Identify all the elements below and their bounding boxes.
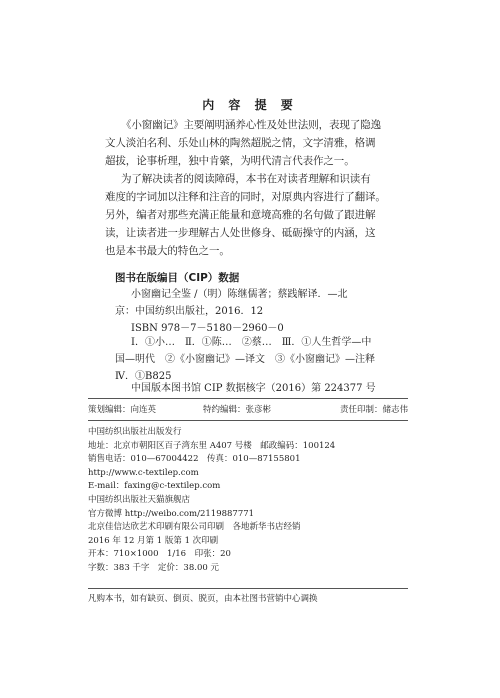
- divider: [88, 420, 408, 421]
- publisher-weibo: 官方微博 http://weibo.com/2119887771: [88, 508, 255, 519]
- cip-record-number-text: 中国版本图书馆 CIP 数据核字（2016）第 224377 号: [131, 383, 376, 394]
- cip-title: 图书在版编目（CIP）数据: [115, 272, 240, 284]
- cip-isbn: ISBN 978－7－5180－2960－0: [131, 323, 284, 334]
- cip-classification-line: 国—明代 ②《小窗幽记》—译文 ③《小窗幽记》—注释: [115, 354, 375, 365]
- cip-record-number: [115, 380, 395, 397]
- cip-classification-line: Ⅳ．①B825: [115, 371, 172, 382]
- price-line: 字数：383 千字 定价：38.00 元: [88, 562, 219, 573]
- publisher-phone: 销售电话：010—67004422 传真：010—87155801: [88, 454, 301, 465]
- summary-line: 读，让读者进一步理解古人处世修身、砥砺操守的内涵，这: [105, 227, 376, 239]
- editors-row: [88, 403, 408, 417]
- publisher-info: [88, 426, 408, 576]
- summary-line: 为了解决读者的阅读障碍，本书在对读者理解和识读有: [121, 173, 371, 185]
- summary-paragraph-1: [105, 116, 405, 170]
- cip-entry-line: 京：中国纺织出版社，2016．12: [115, 306, 264, 317]
- publisher-line: 中国纺织出版社出版发行: [88, 427, 182, 437]
- summary-paragraph-2: [105, 170, 405, 260]
- edition-line: 2016 年 12 月第 1 版第 1 次印刷: [88, 535, 219, 546]
- publisher-store: 中国纺织出版社天猫旗舰店: [88, 494, 191, 505]
- publisher-address: 地址：北京市朝阳区百子湾东里 A407 号楼 邮政编码：100124: [88, 440, 336, 451]
- publisher-email: E-mail：faxing@c-textilep.com: [88, 481, 221, 492]
- planning-editor: 策划编辑：向连英: [88, 405, 157, 415]
- publisher-website: http://www.c-textilep.com: [88, 467, 199, 478]
- summary-line: 难度的字词加以注释和注音的同时，对原典内容进行了翻译。: [105, 191, 386, 203]
- return-policy-note: 凡购本书，如有缺页、倒页、脱页，由本社图书营销中心调换: [88, 594, 318, 604]
- summary-title: 内 容 提 要: [202, 98, 298, 112]
- cip-classification: [115, 334, 395, 385]
- summary-line: 《小窗幽记》主要阐明涵养心性及处世法则，表现了隐逸: [121, 119, 381, 131]
- divider: [88, 588, 408, 589]
- special-editor: 特约编辑：张彦彬: [203, 405, 272, 415]
- divider: [88, 398, 408, 399]
- summary-line: 文人淡泊名利、乐处山林的陶然超脱之情，文字清雅，格调: [105, 137, 376, 149]
- summary-line: 也是本书最大的特色之一。: [105, 245, 230, 257]
- summary-line: 超拔，论事析理，独中肯綮，为明代清言代表作之一。: [105, 155, 355, 167]
- print-supervisor: 责任印制：储志伟: [340, 405, 409, 415]
- summary-line: 另外，编者对那些充满正能量和意境高雅的名句做了跟进解: [105, 209, 376, 221]
- cip-entry: [115, 286, 395, 337]
- cip-classification-line: Ⅰ．①小… Ⅱ．①陈… ②蔡… Ⅲ．①人生哲学—中: [131, 337, 372, 348]
- printer-line: 北京佳信达欣艺术印刷有限公司印刷 各地新华书店经销: [88, 522, 301, 533]
- format-line: 开本：710×1000 1/16 印张：20: [88, 549, 231, 560]
- cip-entry-line: 小窗幽记全鉴 /（明）陈继儒著；蔡践解译．—北: [131, 289, 348, 300]
